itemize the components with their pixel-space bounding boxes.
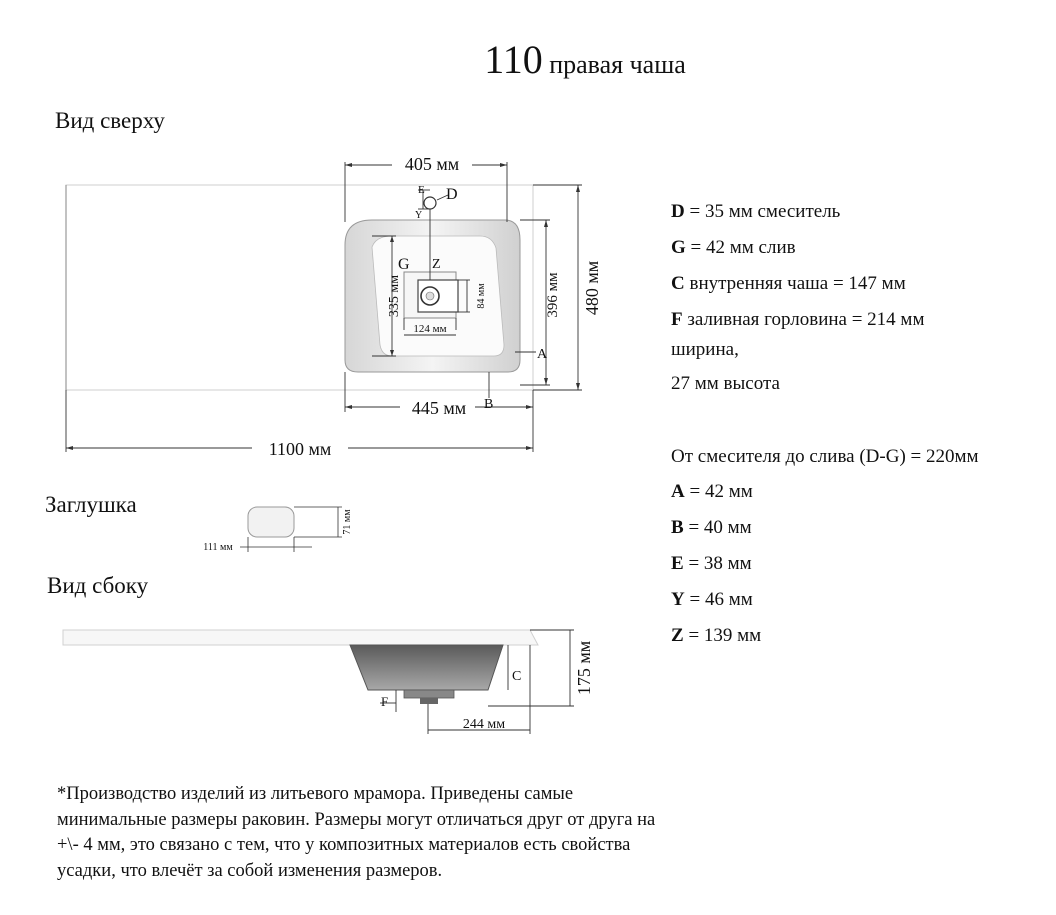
top-view-drawing (66, 154, 602, 459)
label-D: D (446, 186, 458, 203)
faucet-hole (424, 197, 436, 209)
label-G: G (398, 256, 410, 273)
label-Z: Z (432, 257, 441, 272)
dim-175: 175 мм (574, 640, 594, 696)
label-E: E (418, 184, 425, 196)
footnote: *Производство изделий из литьевого мрамора. Приведены самые минимальные размеры раковин. Размеры могут отличаться друг от друга на +\- 4 мм, это связано с тем, что у композитных материалов есть свойства усадки, что влечёт за собой изменения размеров. (57, 784, 656, 881)
dim-124: 124 мм (413, 323, 447, 335)
spec-f-height: 27 мм высота (671, 373, 780, 394)
label-B: B (484, 397, 494, 412)
side-drain (404, 690, 454, 698)
top-view-heading: Вид сверху (55, 108, 165, 133)
plug-heading: Заглушка (45, 492, 137, 517)
dim-111: 111 мм (203, 542, 233, 553)
title-number: 110 (484, 37, 543, 82)
spec-e: E = 38 мм (671, 553, 752, 574)
spec-f: F заливная горловина = 214 мм (671, 309, 925, 330)
side-view-drawing (63, 630, 594, 734)
label-Y: Y (415, 210, 423, 221)
spec-g: G = 42 мм слив (671, 237, 796, 258)
side-bowl (350, 645, 503, 690)
side-view-heading: Вид сбоку (47, 573, 149, 598)
dim-84: 84 мм (476, 283, 487, 309)
spec-dg: От смесителя до слива (D-G) = 220мм (671, 446, 979, 467)
dim-405: 405 мм (404, 154, 460, 174)
spec-f-width: ширина, (671, 339, 739, 360)
title-text: правая чаша (549, 50, 686, 79)
dim-396: 396 мм (545, 272, 561, 318)
spec-a: A = 42 мм (671, 481, 753, 502)
label-C: C (512, 669, 522, 684)
spec-y: Y = 46 мм (671, 589, 753, 610)
dim-1100: 1100 мм (268, 439, 332, 459)
side-countertop (63, 630, 538, 645)
plug-shape (248, 507, 294, 537)
dim-445: 445 мм (411, 398, 467, 418)
dim-335: 335 мм (387, 274, 402, 318)
spec-c: C внутренняя чаша = 147 мм (671, 273, 906, 294)
spec-d: D = 35 мм смеситель (671, 201, 841, 222)
dim-480: 480 мм (582, 260, 602, 316)
dim-244: 244 мм (462, 717, 506, 732)
spec-z: Z = 139 мм (671, 625, 762, 646)
spec-b: B = 40 мм (671, 517, 752, 538)
label-A: A (537, 347, 548, 362)
plug-drawing (203, 507, 353, 553)
dim-71: 71 мм (342, 509, 353, 535)
label-F: F (381, 694, 389, 709)
